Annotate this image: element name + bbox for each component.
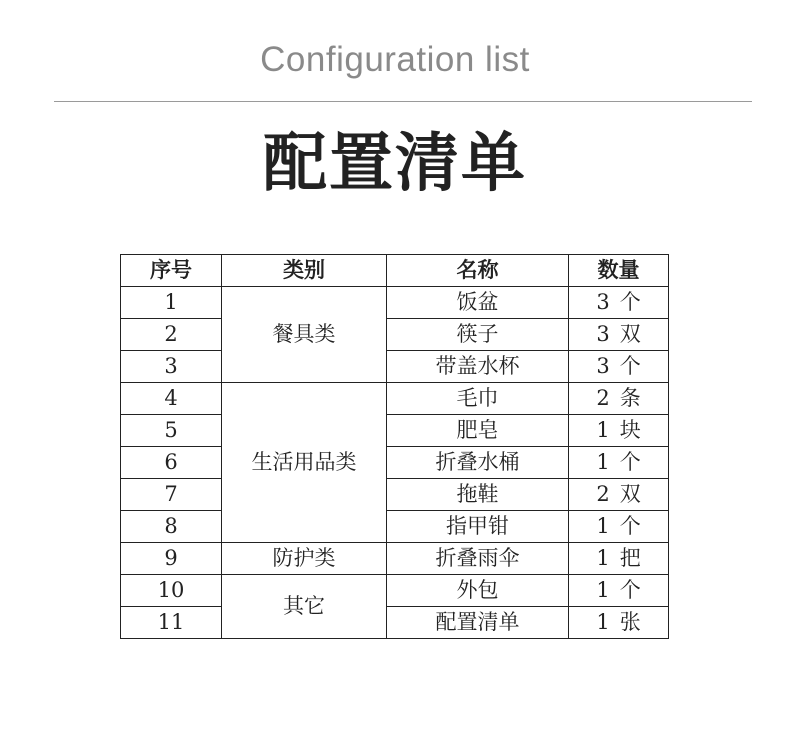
quantity-number: 2 [596,482,610,506]
row-quantity [569,383,669,415]
header-category: 类别 [222,255,387,287]
quantity-unit: 双 [619,482,641,506]
quantity-number: 3 [596,290,610,314]
table-row [121,607,669,639]
quantity-number: 3 [596,322,610,346]
row-index: 5 [121,415,222,447]
row-index: 3 [121,351,222,383]
row-category: 生活用品类 [222,383,387,543]
row-category: 餐具类 [222,287,387,383]
quantity-number: 3 [596,354,610,378]
header-name: 名称 [387,255,569,287]
row-quantity [569,351,669,383]
row-item-name: 指甲钳 [387,511,569,543]
row-index: 2 [121,319,222,351]
row-item-name: 筷子 [387,319,569,351]
header-quantity: 数量 [569,255,669,287]
table-row [121,575,669,607]
header-index: 序号 [121,255,222,287]
row-quantity [569,287,669,319]
row-item-name: 折叠雨伞 [387,543,569,575]
row-index: 10 [121,575,222,607]
row-item-name: 配置清单 [387,607,569,639]
quantity-unit: 块 [619,418,641,442]
quantity-number: 2 [596,386,610,410]
quantity-number: 1 [596,546,610,570]
table-header-row [121,255,669,287]
row-index: 8 [121,511,222,543]
table-row [121,543,669,575]
english-title: Configuration list [260,40,530,79]
quantity-number: 1 [596,578,610,602]
row-quantity [569,543,669,575]
row-quantity [569,575,669,607]
row-quantity [569,319,669,351]
quantity-unit: 个 [619,450,641,474]
table-body [121,287,669,639]
row-item-name: 折叠水桶 [387,447,569,479]
table-row [121,479,669,511]
table-row [121,511,669,543]
row-index: 9 [121,543,222,575]
configuration-table [120,254,669,639]
table-row [121,319,669,351]
table-row [121,447,669,479]
quantity-unit: 双 [619,322,641,346]
quantity-number: 1 [596,418,610,442]
quantity-number: 1 [596,610,610,634]
quantity-unit: 把 [619,546,641,570]
row-index: 6 [121,447,222,479]
row-quantity [569,607,669,639]
quantity-unit: 个 [619,354,641,378]
quantity-number: 1 [596,450,610,474]
row-quantity [569,415,669,447]
row-index: 11 [121,607,222,639]
row-item-name: 带盖水杯 [387,351,569,383]
quantity-unit: 张 [619,610,641,634]
row-item-name: 毛巾 [387,383,569,415]
row-item-name: 外包 [387,575,569,607]
table-row [121,383,669,415]
row-index: 4 [121,383,222,415]
row-category: 防护类 [222,543,387,575]
row-quantity [569,479,669,511]
chinese-title: 配置清单 [263,127,527,201]
row-quantity [569,511,669,543]
row-item-name: 饭盆 [387,287,569,319]
row-index: 7 [121,479,222,511]
row-index: 1 [121,287,222,319]
quantity-number: 1 [596,514,610,538]
row-quantity [569,447,669,479]
quantity-unit: 个 [619,578,641,602]
quantity-unit: 个 [619,514,641,538]
quantity-unit: 条 [619,386,641,410]
table-row [121,351,669,383]
title-divider [54,101,752,102]
row-category: 其它 [222,575,387,639]
table-row [121,415,669,447]
table-row [121,287,669,319]
row-item-name: 拖鞋 [387,479,569,511]
quantity-unit: 个 [619,290,641,314]
row-item-name: 肥皂 [387,415,569,447]
